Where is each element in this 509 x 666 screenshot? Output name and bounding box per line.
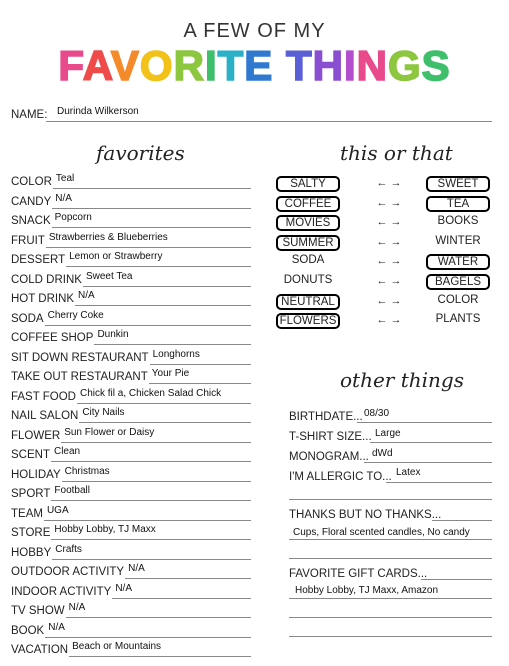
favorite-value[interactable]: Football (54, 485, 90, 496)
favorite-label: TV SHOW (11, 605, 65, 617)
favorite-value[interactable]: Crafts (55, 543, 82, 555)
title-letter: G (387, 42, 422, 89)
favorite-label: SNACK (11, 215, 51, 227)
favorite-label: DESSERT (11, 254, 66, 266)
that-option[interactable]: BAGELS (426, 274, 490, 290)
favorite-line (125, 578, 251, 579)
favorite-label: TEAM (11, 507, 43, 520)
this-option[interactable]: FLOWERS (276, 313, 340, 329)
favorite-value[interactable]: Lemon or Strawberry (69, 251, 163, 262)
title-letter: S (421, 42, 451, 89)
favorite-label: FAST FOOD (11, 390, 76, 403)
double-arrow-icon: ← → (376, 177, 402, 189)
this-option[interactable]: NEUTRAL (276, 294, 340, 310)
birthdate-line (357, 422, 492, 423)
favorite-value[interactable]: N/A (55, 192, 72, 204)
favorite-line (66, 266, 251, 267)
allergic-line-2 (289, 499, 492, 500)
favorite-line (44, 520, 251, 521)
favorite-line (51, 461, 251, 462)
allergic-label: I'M ALLERGIC TO... (289, 471, 392, 483)
favorite-line (61, 442, 251, 443)
favorite-value[interactable]: Clean (53, 446, 81, 457)
double-arrow-icon: ← → (376, 275, 402, 287)
favorite-line (75, 305, 251, 306)
title-letter: N (356, 42, 388, 89)
double-arrow-icon: ← → (376, 196, 402, 209)
favorite-value[interactable]: Longhorns (152, 348, 200, 360)
no-thanks-value[interactable]: Cups, Floral scented candles, No candy (293, 527, 470, 538)
favorite-line (69, 656, 251, 657)
no-thanks-line-2 (289, 539, 492, 540)
favorites-heading: favorites (96, 141, 185, 165)
allergic-line (386, 482, 492, 483)
page-title (0, 42, 509, 90)
name-line (46, 121, 492, 122)
this-option[interactable]: COFFEE (276, 196, 340, 212)
favorite-line (77, 403, 251, 404)
title-letter: T (217, 42, 245, 89)
favorite-line (83, 286, 251, 287)
favorite-line (149, 383, 251, 384)
favorite-line (52, 559, 251, 560)
gift-cards-label: FAVORITE GIFT CARDS... (289, 568, 428, 580)
no-thanks-line (432, 520, 492, 521)
name-value[interactable]: Durinda Wilkerson (57, 106, 139, 117)
favorite-label: FLOWER (11, 429, 61, 442)
favorite-line (51, 500, 251, 501)
that-option[interactable]: SWEET (426, 176, 490, 192)
favorite-line (52, 227, 251, 228)
favorite-line (53, 188, 251, 189)
favorite-label: TAKE OUT RESTAURANT (11, 371, 148, 383)
title-letter: H (312, 42, 344, 89)
favorite-label: HOT DRINK (11, 293, 75, 305)
gift-cards-line-4 (289, 636, 492, 637)
title-letter (273, 42, 286, 89)
favorite-line (52, 208, 251, 209)
double-arrow-icon: ← → (376, 235, 402, 248)
favorite-value[interactable]: Hobby Lobby, TJ Maxx (54, 524, 156, 535)
gift-cards-line-2 (289, 598, 492, 599)
this-option[interactable]: DONUTS (283, 274, 333, 286)
favorite-label: COLOR (11, 176, 52, 188)
favorite-value[interactable]: Sweet Tea (85, 270, 133, 282)
favorite-value[interactable]: City Nails (82, 407, 125, 418)
favorite-value[interactable]: N/A (128, 563, 145, 574)
favorite-value[interactable]: Dunkin (97, 329, 129, 340)
favorite-value[interactable]: N/A (78, 290, 95, 301)
title-letter: R (173, 42, 205, 89)
title-letter: T (285, 42, 313, 89)
favorite-value[interactable]: Cherry Coke (47, 309, 104, 321)
favorite-label: FRUIT (11, 234, 45, 247)
favorite-label: SIT DOWN RESTAURANT (11, 351, 149, 364)
that-option[interactable]: PLANTS (435, 313, 481, 326)
favorite-value[interactable]: N/A (48, 621, 65, 633)
gift-cards-value[interactable]: Hobby Lobby, TJ Maxx, Amazon (295, 585, 439, 596)
that-option[interactable]: BOOKS (437, 215, 479, 228)
favorite-line (66, 617, 251, 618)
double-arrow-icon: ← → (376, 314, 402, 327)
other-things-heading: other things (340, 368, 464, 392)
monogram-label: MONOGRAM... (289, 451, 369, 463)
birthdate-value[interactable]: 08/30 (364, 408, 390, 419)
double-arrow-icon: ← → (376, 255, 402, 268)
no-thanks-line-3 (289, 558, 492, 559)
birthdate-label: BIRTHDATE... (289, 411, 363, 423)
allergic-value[interactable]: Latex (396, 467, 421, 478)
favorite-value[interactable]: UGA (46, 504, 69, 516)
tshirt-line (370, 442, 492, 443)
favorite-label: INDOOR ACTIVITY (11, 585, 112, 598)
favorite-line (51, 539, 251, 540)
title-top-line: A FEW OF MY (183, 20, 326, 42)
gift-cards-line-3 (289, 617, 492, 618)
that-option[interactable]: WINTER (435, 234, 481, 247)
monogram-line (364, 462, 492, 463)
this-or-that-heading: this or that (340, 141, 453, 165)
favorite-line (62, 481, 251, 482)
favorite-line (79, 422, 251, 423)
name-label: NAME: (11, 109, 48, 121)
title-letter: I (343, 42, 357, 89)
favorite-value[interactable]: Beach or Mountains (72, 641, 162, 652)
title-letter: E (244, 42, 274, 89)
favorite-label: COFFEE SHOP (11, 332, 94, 344)
that-option[interactable]: TEA (426, 196, 490, 212)
title-letter: I (204, 42, 218, 89)
favorite-line (45, 637, 251, 638)
favorite-label: BOOK (11, 624, 45, 637)
this-option[interactable]: MOVIES (276, 215, 340, 231)
title-letter: F (58, 42, 83, 89)
favorite-label: VACATION (11, 644, 69, 656)
title-letter: O (139, 42, 174, 89)
that-option[interactable]: COLOR (437, 293, 479, 306)
favorite-value[interactable]: N/A (115, 582, 132, 594)
favorite-label: HOBBY (11, 546, 52, 559)
favorite-label: HOLIDAY (11, 468, 61, 481)
title-letter: V (110, 42, 140, 89)
this-option[interactable]: SUMMER (276, 235, 340, 251)
this-option[interactable]: SALTY (276, 176, 340, 192)
favorite-line (150, 364, 251, 365)
favorite-label: COLD DRINK (11, 273, 82, 286)
favorite-value[interactable]: Teal (55, 173, 75, 184)
no-thanks-label: THANKS BUT NO THANKS... (289, 509, 442, 521)
favorite-value[interactable]: Popcorn (54, 212, 92, 223)
favorite-label: SCENT (11, 449, 50, 461)
double-arrow-icon: ← → (376, 294, 402, 307)
favorite-value[interactable]: Christmas (64, 465, 110, 477)
tshirt-value[interactable]: Large (375, 428, 401, 439)
favorite-line (112, 598, 251, 599)
double-arrow-icon: ← → (376, 216, 402, 229)
gift-cards-line (421, 579, 492, 580)
favorite-label: STORE (11, 527, 51, 539)
title-letter: A (82, 42, 111, 89)
favorite-value[interactable]: Strawberries & Blueberries (48, 231, 168, 243)
favorite-label: CANDY (11, 195, 52, 208)
favorite-value[interactable]: Your Pie (151, 368, 190, 379)
tshirt-label: T-SHIRT SIZE... (289, 431, 372, 443)
this-option[interactable]: SODA (291, 254, 325, 267)
monogram-value[interactable]: dWd (372, 448, 393, 459)
favorite-value[interactable]: Sun Flower or Daisy (64, 426, 155, 438)
favorite-label: OUTDOOR ACTIVITY (11, 566, 125, 578)
favorite-label: NAIL SALON (11, 410, 79, 422)
favorite-value[interactable]: N/A (68, 602, 86, 613)
favorite-line (46, 247, 251, 248)
favorite-label: SPORT (11, 488, 51, 500)
favorite-line (94, 344, 251, 345)
favorite-line (45, 325, 251, 326)
that-option[interactable]: WATER (426, 254, 490, 270)
favorite-value[interactable]: Chick fil a, Chicken Salad Chick (79, 387, 222, 399)
favorite-label: SODA (11, 312, 44, 325)
